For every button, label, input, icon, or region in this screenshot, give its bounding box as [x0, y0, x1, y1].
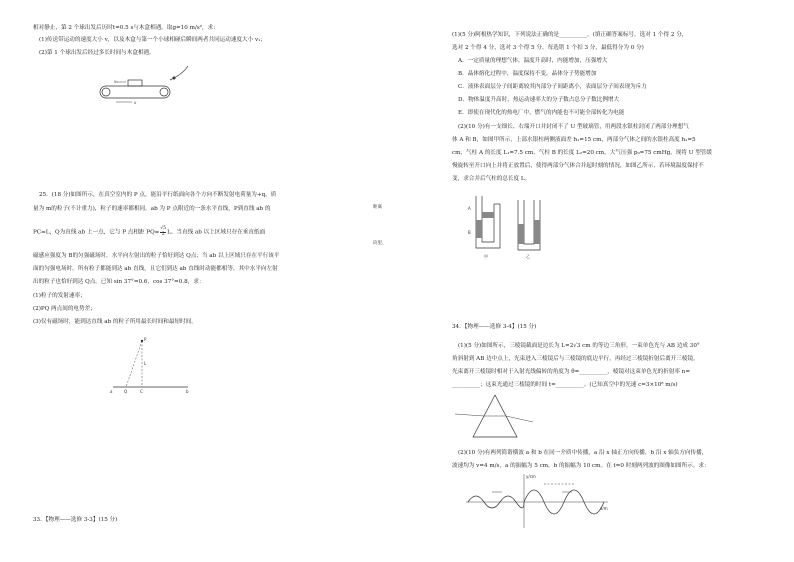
- q25-side-note1: 距离: [373, 205, 382, 210]
- fig-label-yi: 乙: [526, 254, 530, 259]
- fig25-label-P: P: [144, 337, 147, 342]
- fig25-label-Q: Q: [124, 389, 128, 394]
- q34-1-line1: (1)(5 分)如图所示，三棱镜截面是边长为 L=2√3 cm 的等边三角形，一束单色光与 AB 边成 30°: [458, 343, 700, 349]
- q33-title: 33．【物理——选修 3-3】(15 分): [33, 517, 118, 523]
- q33-option-A: A．一定质量的理想气体，温度升高时，内能增加，压强增大: [458, 58, 608, 64]
- fig25-label-C: C: [140, 389, 143, 394]
- q33-option-D: D．物体温度升高时，热运动速率大的分子数占总分子数比例增大: [458, 97, 620, 103]
- q33-2-line2: 体 A 和 B，如图甲所示，上部水银柱两侧液面差 h₁=15 cm，两部分气体之间的水银柱高度 h₂=5: [452, 137, 696, 143]
- figure-particle-geometry: [110, 335, 200, 395]
- q24-line1: 相对静止，第 2 个球出发后历时t=0.5 s与木盒相遇。取g=10 m/s²，求：: [33, 25, 219, 31]
- q33-2-line5: 变，求合并后气柱的总长度 L。: [452, 176, 531, 182]
- q25-line3: PC=L，Q为直线 ab 上一点，它与 P 点相距 PQ= $\frac{√5}{2}$ L。当直线 ab 以上区域只存在垂直纸面: [33, 226, 266, 237]
- fig24-label-v: v: [134, 100, 137, 105]
- q33-option-E: E．即使在现代化的热电厂中，燃气的内能也不可能全部转化为电能: [458, 110, 625, 116]
- q24-question2: (2)第 1 个球出发后经过多长时间与木盒相遇。: [39, 50, 155, 56]
- fig25-label-L: L: [144, 361, 147, 366]
- q25-side-note2: 向里、: [373, 241, 387, 246]
- figure-wave-graph: [462, 472, 612, 530]
- q25-line2: 量为 m的粒子(不计重力)，粒子的速率都相同。ab 为 P 点附近的一条水平直线，P到直线 ab 的: [33, 206, 271, 212]
- wave-axis-y-label: y/cm: [526, 474, 536, 479]
- q25-line5: 面的匀强电场时，所有粒子都能到达 ab 直线，且它们到达 ab 直线时动能都相等，其中水平向左射: [33, 266, 278, 272]
- q25-question2: (2)PQ 两点间的电势差；: [33, 306, 96, 312]
- q25-question1: (1)粒子的发射速率；: [33, 293, 86, 299]
- q33-option-C: C．液体表面层分子间距离较其内部分子间距离小，表面层分子间表现为斥力: [458, 84, 647, 90]
- fig-label-B: B: [468, 230, 471, 235]
- q33-option-B: B．晶体熔化过程中，温度保持不变，晶体分子势能增加: [458, 71, 597, 77]
- fig-label-A: A: [468, 206, 471, 211]
- q25-line6: 出的粒子也恰好到达 Q点。已知 sin 37°=0.6，cos 37°=0.8，求：: [33, 279, 205, 285]
- figure-prism: [455, 392, 535, 442]
- q33-2-line3: cm，气柱 A 的长度 L₁=7.5 cm，气柱 B 的长度 L₂=20 cm，大气压强 p₀=75 cmHg。现将 U 型管缓: [452, 150, 712, 156]
- q33-1-line2: 选对 2 个得 4 分，选对 3 个得 5 分。每选错 1 个扣 3 分，最低得分为 0 分): [452, 45, 644, 51]
- figure-u-tube: [458, 190, 558, 262]
- q25-line1: 25．(18 分)如图所示，在真空室内的 P 点，能沿平行纸面向各个方向不断发射电荷量为+q、质: [39, 192, 277, 198]
- q33-2-line4: 慢旋转至开口向上并将正放置后，使得两部分气体合并起时刻的情况，如图乙所示，若环境温度保持不: [452, 163, 704, 169]
- q33-1-line1: (1)(5 分)阿根热学知识，下列说法正确的是__________。(填正确答案标号。选对 1 个得 2 分，: [452, 32, 688, 38]
- q34-2-line2: 波速均为 v=4 m/s，a 的振幅为 5 cm，b 的振幅为 10 cm。在 t=0 时刻两列波的图像如图所示。求：: [452, 463, 710, 469]
- q24-question1: (1)传送带运动的速度大小 v，以及木盒与第一个小球相碰后瞬间两者共同运动速度大小 v₁；: [39, 37, 267, 43]
- fig25-label-a: a: [110, 389, 113, 394]
- wave-axis-x-label: x/m: [600, 506, 608, 511]
- figure-conveyor-belt: [88, 66, 198, 106]
- q34-1-line3: 光束离开三棱镜时相对于入射光线偏转的角度为 θ=__________，棱镜对这束单色光的折射率 n=: [452, 369, 691, 375]
- fig25-label-b: b: [186, 389, 189, 394]
- q25-question3: (3)仅有磁场时，能到达直线 ab 的粒子所用最长时间和最短时间。: [33, 319, 197, 325]
- q34-1-line4: __________；这束光通过三棱镜的时间 t=__________。(已知真空中的光速 c=3×10⁸ m/s): [452, 382, 678, 388]
- q33-2-line1: (2)(10 分)有一支细长、右端开口并封闭不了 U 型玻璃管，用两段水银柱封闭了两部分理想气: [458, 124, 689, 130]
- q34-title: 34．【物理——选修 3-4】(15 分): [452, 324, 537, 330]
- q25-line4: 磁感应强度为 B的匀强磁场时，水平向左射出的粒子恰好到达 Q点；当 ab 以上区域只存在平行该平: [33, 253, 280, 259]
- q34-2-line1: (2)(10 分)有两列简谐横波 a 和 b 在同一介质中传播，a 沿 x 轴正方向传播，b 沿 x 轴负方向传播，: [458, 450, 708, 456]
- fig24-label-v0: v₀: [114, 79, 118, 84]
- q34-1-line2: 角斜射到 AB 边中点上，光束进入三棱镜后与三棱镜的底边平行，再经过三棱镜折射后离开三棱镜。: [452, 356, 699, 362]
- fig-label-jia: 甲: [484, 254, 488, 259]
